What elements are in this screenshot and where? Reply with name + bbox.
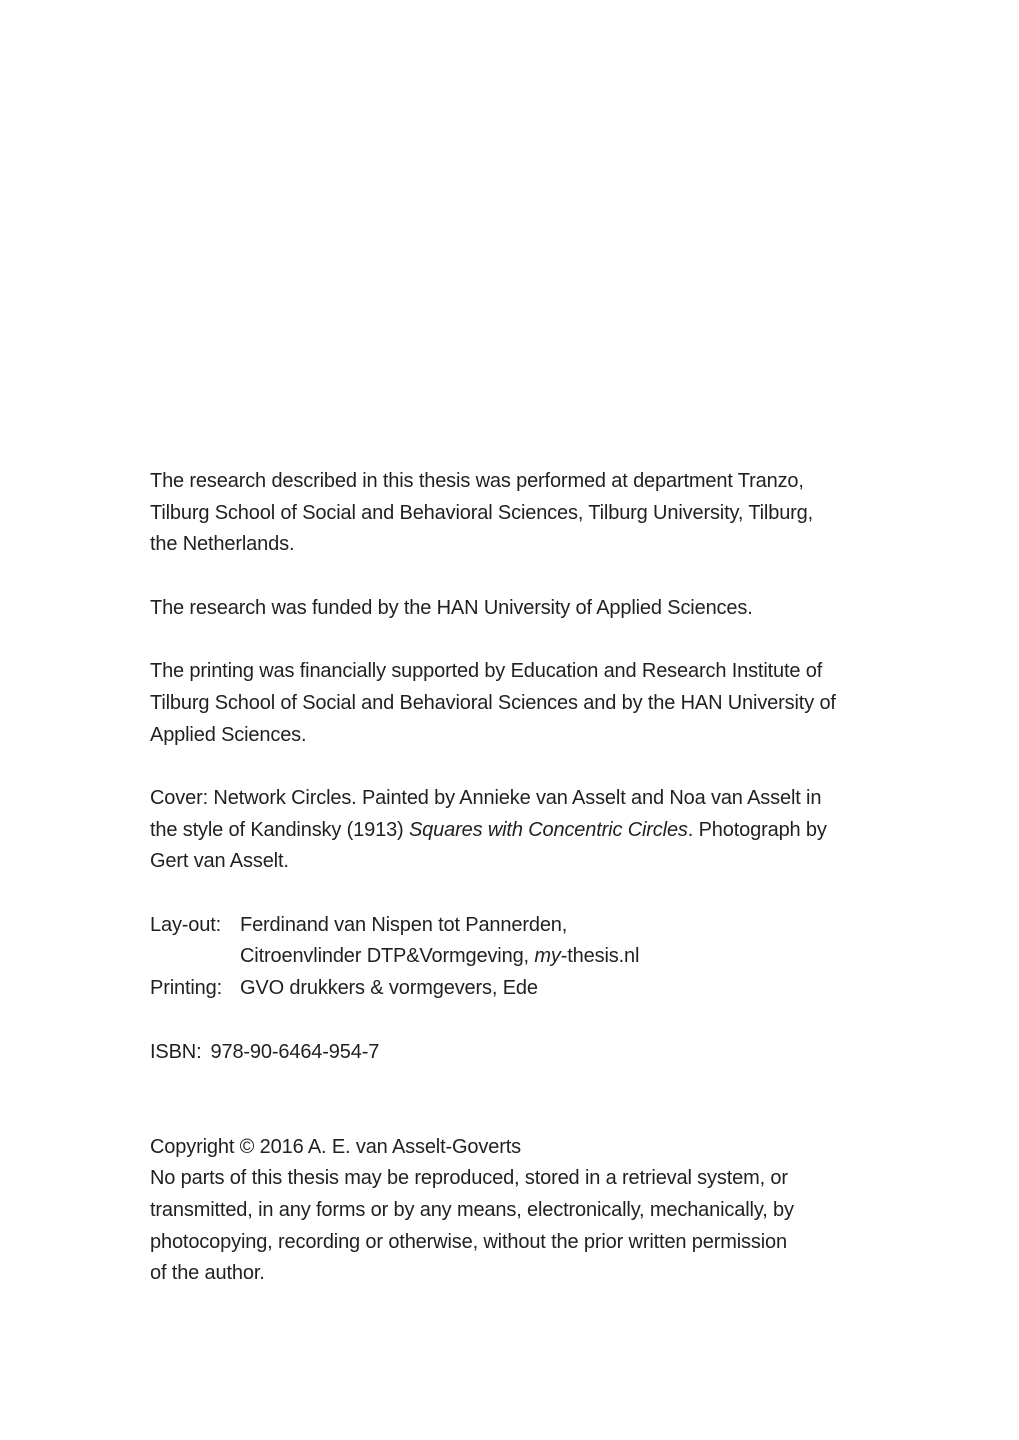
layout-label: Lay-out: [150,913,222,936]
funding-statement: The research was funded by the HAN University of Applied Sciences. [150,596,753,619]
cover-line: Cover: Network Circles. Painted by Annieke van Asselt and Noa van Asselt in [150,786,822,809]
printing-support-line: The printing was financially supported by Education and Research Institute of [150,660,823,683]
isbn-label: ISBN: [150,1040,202,1063]
printing-label: Printing: [150,977,223,1000]
layout-credit [150,910,880,973]
copyright-block [150,1132,880,1291]
isbn-value: 978-90-6464-954-7 [210,1040,380,1063]
research-line: Tilburg School of Social and Behavioral Sciences, Tilburg University, Tilburg, [150,501,814,524]
printing-value: GVO drukkers & vormgevers, Ede [240,977,538,1000]
colophon [150,466,880,1290]
research-statement [150,466,880,561]
printing-support-statement [150,656,880,751]
printing-support-line: Tilburg School of Social and Behavioral Sciences and by the HAN University of [150,691,836,714]
layout-italic: my [534,945,561,968]
cover-text: the style of Kandinsky (1913) [150,818,409,841]
cover-text: . Photograph by [687,818,827,841]
layout-line: Ferdinand van Nispen tot Pannerden, [240,913,568,936]
rights-line: No parts of this thesis may be reproduced, stored in a retrieval system, or [150,1167,788,1190]
printing-credit [150,973,880,1005]
research-line: The research described in this thesis was performed at department Tranzo, [150,470,804,492]
layout-line [240,941,880,973]
cover-credit [150,783,880,878]
artwork-title: Squares with Concentric Circles [408,818,688,841]
rights-line: of the author. [150,1262,265,1285]
isbn [150,1037,880,1069]
cover-line [150,815,880,847]
cover-line: Gert van Asselt. [150,850,289,873]
layout-text: Citroenvlinder DTP&Vormgeving, [240,945,535,968]
layout-text: -thesis.nl [560,945,640,968]
copyright-notice: Copyright © 2016 A. E. van Asselt-Goverts [150,1135,521,1158]
printing-support-line: Applied Sciences. [150,723,307,746]
research-line: the Netherlands. [150,533,295,556]
production-credits [150,910,880,1005]
rights-line: photocopying, recording or otherwise, without the prior written permission [150,1230,787,1253]
rights-line: transmitted, in any forms or by any means, electronically, mechanically, by [150,1199,794,1222]
layout-value [240,910,880,973]
